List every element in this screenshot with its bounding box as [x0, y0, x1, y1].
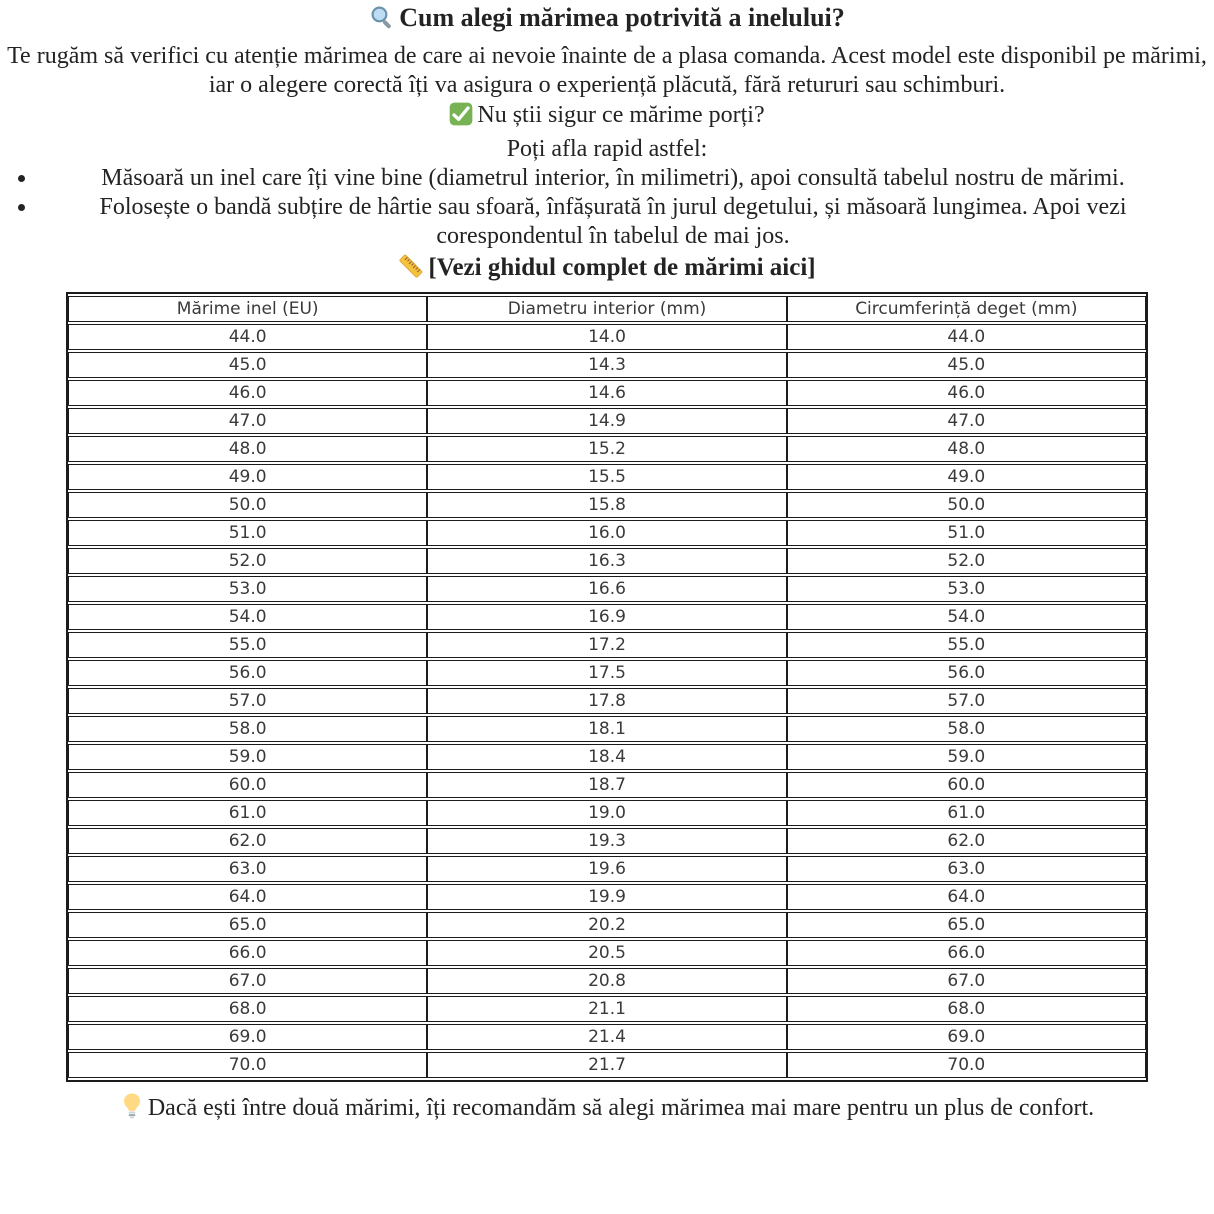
- table-cell: 50.0: [68, 492, 427, 518]
- table-cell: 53.0: [787, 576, 1146, 602]
- table-cell: 55.0: [787, 632, 1146, 658]
- table-cell: 48.0: [787, 436, 1146, 462]
- table-cell: 69.0: [787, 1024, 1146, 1050]
- table-cell: 16.6: [427, 576, 786, 602]
- table-row: [68, 520, 1146, 546]
- table-cell: 14.6: [427, 380, 786, 406]
- question-text: Nu știi sigur ce mărime porți?: [477, 102, 765, 128]
- check-icon: [449, 102, 473, 134]
- table-cell: 63.0: [787, 856, 1146, 882]
- table-cell: 15.5: [427, 464, 786, 490]
- table-cell: 57.0: [787, 688, 1146, 714]
- table-row: [68, 324, 1146, 350]
- table-cell: 47.0: [787, 408, 1146, 434]
- table-row: [68, 576, 1146, 602]
- measuring-steps-list: [0, 164, 1214, 251]
- table-row: [68, 492, 1146, 518]
- table-cell: 64.0: [787, 884, 1146, 910]
- table-row: [68, 380, 1146, 406]
- table-row: [68, 744, 1146, 770]
- table-row: [68, 408, 1146, 434]
- table-row: [68, 940, 1146, 966]
- table-cell: 62.0: [787, 828, 1146, 854]
- table-cell: 16.9: [427, 604, 786, 630]
- table-cell: 44.0: [68, 324, 427, 350]
- table-cell: 61.0: [787, 800, 1146, 826]
- table-cell: 62.0: [68, 828, 427, 854]
- table-cell: 53.0: [68, 576, 427, 602]
- table-cell: 59.0: [68, 744, 427, 770]
- list-item: • Măsoară un inel care îți vine bine (diametrul interior, în milimetri), apoi consultă tabelul nostru de mărimi.: [38, 164, 1188, 193]
- table-cell: 20.2: [427, 912, 786, 938]
- table-row: [68, 436, 1146, 462]
- magnifier-icon: [369, 4, 395, 38]
- table-cell: 70.0: [787, 1052, 1146, 1078]
- table-cell: 57.0: [68, 688, 427, 714]
- table-row: [68, 828, 1146, 854]
- table-cell: 14.3: [427, 352, 786, 378]
- table-cell: 20.5: [427, 940, 786, 966]
- table-cell: 64.0: [68, 884, 427, 910]
- table-cell: 44.0: [787, 324, 1146, 350]
- list-item: • Folosește o bandă subțire de hârtie sau sfoară, înfășurată în jurul degetului, și măsoară lungimea. Apoi vezi corespondentul în tabelul de mai jos.: [38, 193, 1188, 251]
- sizing-tip: [8, 1092, 1206, 1128]
- sizing-tip-text: Dacă ești între două mărimi, îți recomandăm să alegi mărimea mai mare pentru un plus de confort.: [147, 1095, 1095, 1121]
- table-cell: 19.9: [427, 884, 786, 910]
- table-row: [68, 800, 1146, 826]
- table-cell: 63.0: [68, 856, 427, 882]
- table-row: [68, 604, 1146, 630]
- table-row: [68, 1024, 1146, 1050]
- bulb-icon: [120, 1092, 144, 1128]
- table-cell: 14.0: [427, 324, 786, 350]
- table-cell: 60.0: [68, 772, 427, 798]
- table-cell: 17.2: [427, 632, 786, 658]
- table-cell: 51.0: [787, 520, 1146, 546]
- table-cell: 46.0: [787, 380, 1146, 406]
- column-header-size: Mărime inel (EU): [68, 296, 427, 322]
- table-cell: 65.0: [68, 912, 427, 938]
- ring-size-table: [66, 292, 1148, 1082]
- table-row: [68, 660, 1146, 686]
- table-cell: 46.0: [68, 380, 427, 406]
- page-title: [8, 2, 1206, 38]
- table-cell: 67.0: [787, 968, 1146, 994]
- question-subtitle: Poți afla rapid astfel:: [506, 136, 708, 162]
- table-cell: 18.4: [427, 744, 786, 770]
- table-cell: 49.0: [787, 464, 1146, 490]
- page-title-text: Cum alegi mărimea potrivită a inelului?: [399, 3, 845, 32]
- table-cell: 67.0: [68, 968, 427, 994]
- table-cell: 59.0: [787, 744, 1146, 770]
- table-cell: 17.5: [427, 660, 786, 686]
- table-row: [68, 996, 1146, 1022]
- table-cell: 56.0: [787, 660, 1146, 686]
- size-guide-link[interactable]: [8, 252, 1206, 287]
- table-cell: 18.7: [427, 772, 786, 798]
- table-row: [68, 912, 1146, 938]
- table-cell: 58.0: [68, 716, 427, 742]
- table-cell: 14.9: [427, 408, 786, 434]
- table-cell: 21.1: [427, 996, 786, 1022]
- table-cell: 52.0: [787, 548, 1146, 574]
- table-cell: 16.3: [427, 548, 786, 574]
- table-cell: 48.0: [68, 436, 427, 462]
- table-cell: 54.0: [68, 604, 427, 630]
- table-cell: 54.0: [787, 604, 1146, 630]
- table-cell: 66.0: [68, 940, 427, 966]
- table-cell: 19.3: [427, 828, 786, 854]
- table-row: [68, 856, 1146, 882]
- table-cell: 20.8: [427, 968, 786, 994]
- table-row: [68, 772, 1146, 798]
- table-row: [68, 464, 1146, 490]
- table-row: [68, 1052, 1146, 1078]
- table-cell: 68.0: [787, 996, 1146, 1022]
- table-cell: 56.0: [68, 660, 427, 686]
- table-cell: 50.0: [787, 492, 1146, 518]
- table-row: [68, 968, 1146, 994]
- table-header: [68, 296, 1146, 322]
- table-cell: 45.0: [787, 352, 1146, 378]
- table-cell: 66.0: [787, 940, 1146, 966]
- ruler-icon: [398, 253, 424, 287]
- table-cell: 61.0: [68, 800, 427, 826]
- table-body: [68, 324, 1146, 1078]
- column-header-diameter: Diametru interior (mm): [427, 296, 786, 322]
- table-cell: 49.0: [68, 464, 427, 490]
- table-cell: 19.0: [427, 800, 786, 826]
- table-cell: 58.0: [787, 716, 1146, 742]
- table-cell: 15.2: [427, 436, 786, 462]
- question-line: [8, 100, 1206, 134]
- table-cell: 17.8: [427, 688, 786, 714]
- table-row: [68, 716, 1146, 742]
- table-cell: 18.1: [427, 716, 786, 742]
- table-row: [68, 548, 1146, 574]
- column-header-circumference: Circumferință deget (mm): [787, 296, 1146, 322]
- ring-size-guide-section: [0, 2, 1214, 1128]
- table-row: [68, 352, 1146, 378]
- table-cell: 51.0: [68, 520, 427, 546]
- table-cell: 16.0: [427, 520, 786, 546]
- table-cell: 60.0: [787, 772, 1146, 798]
- table-cell: 65.0: [787, 912, 1146, 938]
- size-guide-link-text: [Vezi ghidul complet de mărimi aici]: [428, 254, 816, 281]
- table-cell: 47.0: [68, 408, 427, 434]
- table-cell: 70.0: [68, 1052, 427, 1078]
- table-cell: 21.4: [427, 1024, 786, 1050]
- table-cell: 52.0: [68, 548, 427, 574]
- table-row: [68, 632, 1146, 658]
- table-cell: 45.0: [68, 352, 427, 378]
- table-cell: 68.0: [68, 996, 427, 1022]
- table-cell: 19.6: [427, 856, 786, 882]
- table-cell: 21.7: [427, 1052, 786, 1078]
- table-row: [68, 688, 1146, 714]
- table-cell: 55.0: [68, 632, 427, 658]
- table-header-row: [68, 296, 1146, 322]
- table-cell: 15.8: [427, 492, 786, 518]
- table-cell: 69.0: [68, 1024, 427, 1050]
- intro-paragraph: Te rugăm să verifici cu atenție mărimea de care ai nevoie înainte de a plasa comanda. Acest model este disponibil pe mărimi, iar o alegere corectă îți va asigura o experiență plăcută, fără retururi sau schimburi.: [7, 43, 1207, 98]
- table-row: [68, 884, 1146, 910]
